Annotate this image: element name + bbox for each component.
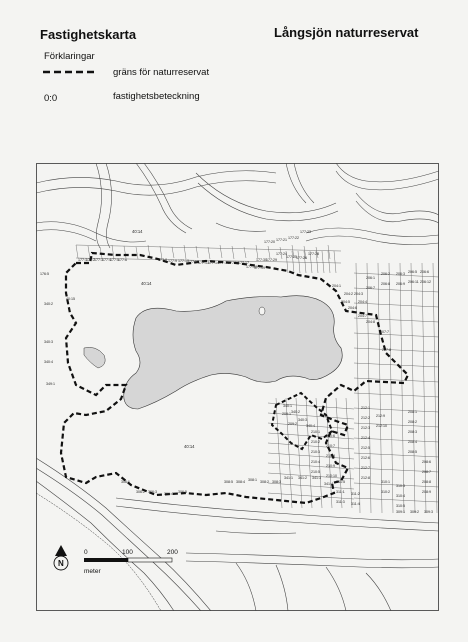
parcel-label: 177:26	[296, 256, 307, 260]
parcel-label: 210:5	[311, 470, 320, 474]
parcel-label: 308:5	[224, 480, 233, 484]
parcel-label: 210:6	[326, 434, 335, 438]
parcel-label: 40:15	[66, 297, 75, 301]
legend-boundary-label: gräns för naturreservat	[113, 67, 210, 78]
parcel-label: 177:18	[246, 265, 257, 269]
parcel-label: 177:8	[158, 258, 167, 262]
parcel-label: 204:3	[354, 292, 363, 296]
parcel-label: 210:2	[311, 440, 320, 444]
legend-parcel-label: fastighetsbeteckning	[113, 91, 200, 102]
parcel-label: 208:1	[408, 410, 417, 414]
parcel-label: 177:28	[308, 252, 319, 256]
parcel-label: 311:2	[351, 492, 360, 496]
parcel-label: 311:4	[351, 502, 360, 506]
parcel-label: 310:2	[381, 490, 390, 494]
parcel-label: 210:3	[311, 450, 320, 454]
parcel-label: 177:4	[102, 258, 111, 262]
parcel-label: 206:8	[381, 282, 390, 286]
parcel-label: 207:7	[380, 330, 389, 334]
parcel-label: 177:1	[78, 258, 87, 262]
parcel-label: 210:10	[326, 474, 337, 478]
parcel-label: 206:3	[396, 272, 405, 276]
parcel-label: 210:1	[311, 430, 320, 434]
parcel-label: 208:2	[408, 420, 417, 424]
legend-heading: Förklaringar	[44, 51, 95, 62]
parcel-label: 349:1	[46, 382, 55, 386]
parcel-label: 177:24	[276, 252, 287, 256]
parcel-label: 208:4	[408, 440, 417, 444]
parcel-label: 206:2	[381, 272, 390, 276]
parcel-label: 306:5	[178, 490, 187, 494]
parcel-label: 204:1	[332, 284, 341, 288]
parcel-label: 177:10	[178, 259, 189, 263]
parcel-label: 40:14	[132, 229, 143, 234]
parcel-label: 212:5	[361, 446, 370, 450]
legend-code-sample: 0:0	[44, 93, 58, 104]
parcel-label: 176:5	[40, 272, 49, 276]
parcel-label: 311:3	[336, 500, 345, 504]
parcel-label: 209:2	[288, 422, 297, 426]
parcel-label: 212:10	[376, 424, 387, 428]
parcel-label: 204:6	[348, 306, 357, 310]
legend-boundary-symbol	[43, 69, 95, 75]
parcel-label: 207:8	[382, 348, 391, 352]
parcel-label: 204:5	[341, 300, 350, 304]
parcel-label: 177:5	[110, 258, 119, 262]
parcel-label: 340:3	[298, 418, 307, 422]
parcel-label: 177:23	[300, 230, 311, 234]
parcel-label: 210:4	[311, 460, 320, 464]
parcel-label: 177:16	[228, 261, 239, 265]
parcel-label: 340:2	[44, 302, 53, 306]
scale-tick-100: 100	[122, 549, 133, 556]
parcel-label: 310:1	[381, 480, 390, 484]
parcel-label: 309:1	[396, 510, 405, 514]
parcel-label: 308:3	[272, 480, 281, 484]
parcel-label: 40:14	[141, 281, 152, 286]
parcel-label: 212:7	[361, 466, 370, 470]
parcel-label: 208:3	[408, 430, 417, 434]
parcel-label: 212:1	[361, 406, 370, 410]
parcel-label: 209:1	[282, 412, 291, 416]
parcel-label: 309:2	[410, 510, 419, 514]
parcel-label: 340:4	[306, 424, 315, 428]
parcel-label: 204:7	[358, 314, 367, 318]
parcel-label: 210:9	[326, 464, 335, 468]
parcel-label: 206:9	[396, 282, 405, 286]
parcel-label: 212:6	[361, 456, 370, 460]
parcel-label: 308:1	[248, 478, 257, 482]
parcel-label: 204:8	[366, 320, 375, 324]
parcel-label: 308:4	[236, 480, 245, 484]
parcel-label: 341:4	[324, 482, 333, 486]
parcel-label: 308:2	[260, 480, 269, 484]
parcel-label: 310:5	[396, 504, 405, 508]
parcel-label: 208:9	[422, 490, 431, 494]
parcel-label: 177:22	[288, 236, 299, 240]
parcel-label: 206:7	[366, 286, 375, 290]
parcel-label: 340:2	[291, 410, 300, 414]
parcel-label: 177:21	[276, 238, 287, 242]
parcel-label: 40:14	[184, 444, 195, 449]
parcel-label: 208:6	[422, 460, 431, 464]
parcel-label: 206:6	[420, 270, 429, 274]
parcel-label: 310:3	[396, 484, 405, 488]
map-frame[interactable]	[36, 163, 439, 611]
parcel-label: 309:3	[424, 510, 433, 514]
parcel-label: 206:1	[366, 276, 375, 280]
parcel-label: 177:25	[286, 255, 297, 259]
islet	[259, 307, 265, 315]
parcel-label: 177:19	[254, 266, 265, 270]
parcel-label: 340:3	[44, 340, 53, 344]
parcel-label: 177:12	[188, 260, 199, 264]
parcel-label: 212:4	[361, 436, 370, 440]
parcel-label: 341:2	[298, 476, 307, 480]
parcel-label: 177:9	[168, 259, 177, 263]
parcel-label: 212:2	[361, 416, 370, 420]
parcel-label: 204:2	[344, 292, 353, 296]
reserve-name: Långsjön naturreservat	[274, 25, 419, 40]
parcel-label: 177:30	[256, 258, 267, 262]
parcel-label: 206:12	[420, 280, 431, 284]
parcel-label: 177:3	[94, 258, 103, 262]
parcel-label: 340:1	[283, 404, 292, 408]
parcel-label: 206:5	[408, 270, 417, 274]
parcel-label: 311:1	[336, 490, 345, 494]
scale-unit: meter	[84, 568, 101, 575]
north-letter: N	[58, 559, 64, 568]
parcel-label: 177:14	[208, 261, 219, 265]
parcel-label: 208:8	[422, 480, 431, 484]
parcel-label: 177:6	[118, 258, 127, 262]
parcel-label: 177:2	[86, 258, 95, 262]
parcel-label: 340:4	[44, 360, 53, 364]
parcel-label: 210:8	[326, 454, 335, 458]
parcel-label: 306:3	[148, 490, 157, 494]
parcel-label: 177:13	[198, 261, 209, 265]
parcel-label: 212:8	[361, 476, 370, 480]
parcel-label: 310:4	[396, 494, 405, 498]
scale-tick-0: 0	[84, 549, 88, 556]
parcel-label: 177:20	[264, 240, 275, 244]
parcel-label: 204:4	[358, 300, 367, 304]
parcel-label: 177:29	[266, 258, 277, 262]
parcel-label: 341:3	[312, 476, 321, 480]
scale-tick-200: 200	[167, 549, 178, 556]
property-map[interactable]	[36, 163, 439, 611]
parcel-label: 341:1	[284, 476, 293, 480]
parcel-label: 341:5	[336, 480, 345, 484]
parcel-label: 177:17	[238, 261, 249, 265]
parcel-label: 206:11	[408, 280, 419, 284]
parcel-label: 177:15	[218, 261, 229, 265]
parcel-label: 306:4	[164, 492, 173, 496]
parcel-label: 210:7	[326, 444, 335, 448]
parcel-label: 212:9	[376, 414, 385, 418]
map-title: Fastighetskarta	[40, 27, 137, 42]
parcel-label: 306:2	[136, 490, 145, 494]
parcel-label: 208:7	[422, 470, 431, 474]
parcel-label: 208:5	[408, 450, 417, 454]
parcel-label: 212:3	[361, 426, 370, 430]
parcel-label: 306:1	[121, 480, 130, 484]
